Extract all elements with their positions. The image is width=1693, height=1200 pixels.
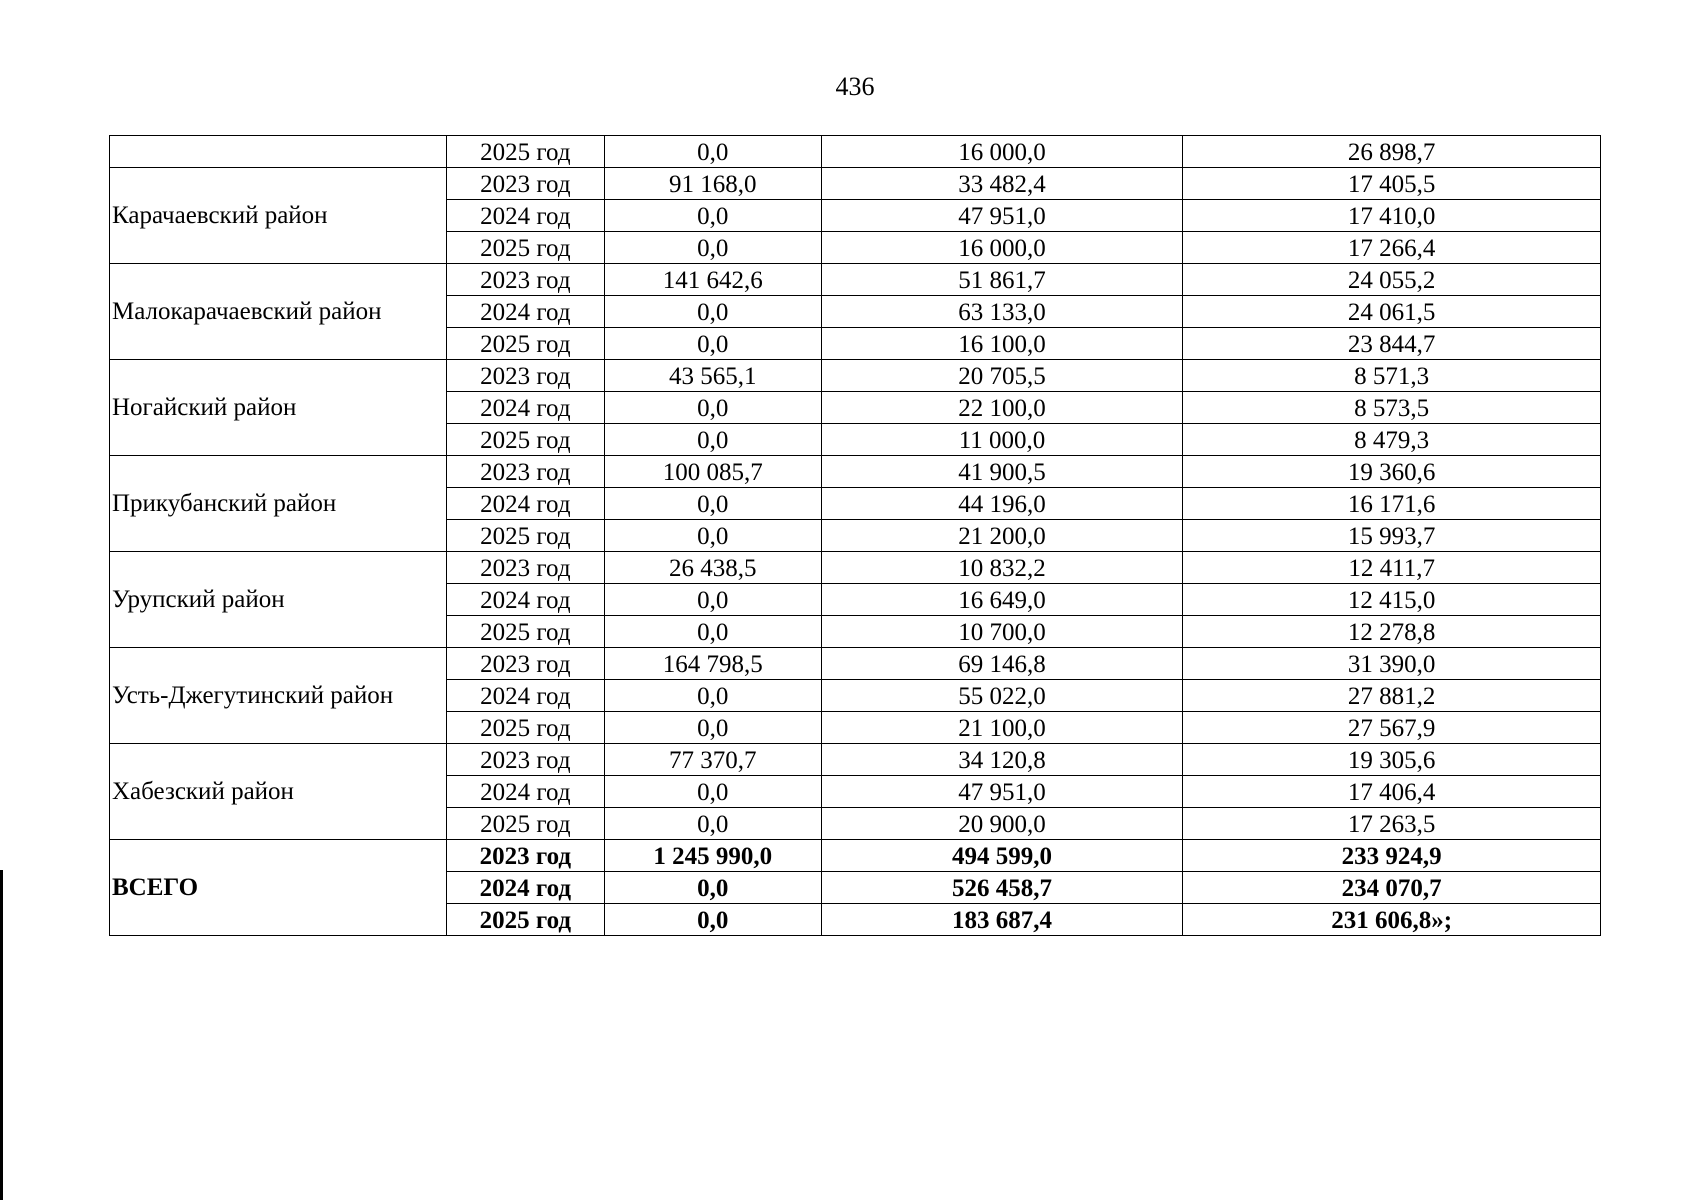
table-row [110, 360, 1601, 392]
table-row [110, 840, 1601, 872]
value-cell-1: 43 565,1 [604, 360, 821, 392]
value-cell-3: 8 479,3 [1183, 424, 1601, 456]
value-cell-1: 0,0 [604, 904, 821, 936]
value-cell-3: 24 055,2 [1183, 264, 1601, 296]
value-cell-1: 164 798,5 [604, 648, 821, 680]
district-name: Малокарачаевский район [110, 264, 447, 360]
value-cell-1: 0,0 [604, 328, 821, 360]
district-name: Урупский район [110, 552, 447, 648]
year-cell: 2023 год [446, 840, 604, 872]
value-cell-2: 33 482,4 [821, 168, 1183, 200]
value-cell-2: 21 200,0 [821, 520, 1183, 552]
year-cell: 2023 год [446, 552, 604, 584]
value-cell-1: 0,0 [604, 520, 821, 552]
value-cell-2: 10 832,2 [821, 552, 1183, 584]
year-cell: 2024 год [446, 872, 604, 904]
year-cell: 2025 год [446, 136, 604, 168]
table-row [110, 744, 1601, 776]
value-cell-2: 20 705,5 [821, 360, 1183, 392]
value-cell-2: 41 900,5 [821, 456, 1183, 488]
value-cell-2: 16 649,0 [821, 584, 1183, 616]
value-cell-2: 51 861,7 [821, 264, 1183, 296]
value-cell-1: 0,0 [604, 200, 821, 232]
value-cell-1: 0,0 [604, 808, 821, 840]
value-cell-3: 12 278,8 [1183, 616, 1601, 648]
value-cell-3: 17 266,4 [1183, 232, 1601, 264]
value-cell-1: 26 438,5 [604, 552, 821, 584]
district-name: Карачаевский район [110, 168, 447, 264]
district-name: Усть-Джегутинский район [110, 648, 447, 744]
year-cell: 2024 год [446, 296, 604, 328]
value-cell-3: 17 405,5 [1183, 168, 1601, 200]
table-row [110, 648, 1601, 680]
value-cell-2: 63 133,0 [821, 296, 1183, 328]
year-cell: 2025 год [446, 424, 604, 456]
value-cell-3: 234 070,7 [1183, 872, 1601, 904]
year-cell: 2023 год [446, 168, 604, 200]
year-cell: 2024 год [446, 488, 604, 520]
year-cell: 2024 год [446, 584, 604, 616]
value-cell-2: 11 000,0 [821, 424, 1183, 456]
value-cell-2: 44 196,0 [821, 488, 1183, 520]
year-cell: 2023 год [446, 456, 604, 488]
value-cell-3: 12 415,0 [1183, 584, 1601, 616]
year-cell: 2023 год [446, 648, 604, 680]
year-cell: 2023 год [446, 744, 604, 776]
value-cell-1: 0,0 [604, 616, 821, 648]
value-cell-1: 0,0 [604, 488, 821, 520]
value-cell-3: 12 411,7 [1183, 552, 1601, 584]
value-cell-3: 23 844,7 [1183, 328, 1601, 360]
table-row [110, 168, 1601, 200]
value-cell-2: 20 900,0 [821, 808, 1183, 840]
value-cell-2: 47 951,0 [821, 776, 1183, 808]
value-cell-3: 15 993,7 [1183, 520, 1601, 552]
value-cell-2: 69 146,8 [821, 648, 1183, 680]
value-cell-2: 21 100,0 [821, 712, 1183, 744]
year-cell: 2025 год [446, 712, 604, 744]
district-cell-empty [110, 136, 447, 168]
district-name: Хабезский район [110, 744, 447, 840]
year-cell: 2025 год [446, 328, 604, 360]
value-cell-2: 34 120,8 [821, 744, 1183, 776]
year-cell: 2024 год [446, 392, 604, 424]
budget-table [109, 135, 1601, 936]
total-label: ВСЕГО [110, 840, 447, 936]
value-cell-3: 16 171,6 [1183, 488, 1601, 520]
table-row [110, 456, 1601, 488]
value-cell-2: 10 700,0 [821, 616, 1183, 648]
value-cell-3: 17 410,0 [1183, 200, 1601, 232]
value-cell-3: 17 263,5 [1183, 808, 1601, 840]
value-cell-2: 47 951,0 [821, 200, 1183, 232]
table-row-lead [110, 136, 1601, 168]
value-cell-1: 0,0 [604, 296, 821, 328]
value-cell-3: 233 924,9 [1183, 840, 1601, 872]
year-cell: 2023 год [446, 264, 604, 296]
left-margin-rule [0, 870, 3, 1200]
value-cell-1: 77 370,7 [604, 744, 821, 776]
value-cell-1: 100 085,7 [604, 456, 821, 488]
value-cell-1: 0,0 [604, 680, 821, 712]
year-cell: 2023 год [446, 360, 604, 392]
value-cell-1: 141 642,6 [604, 264, 821, 296]
year-cell: 2024 год [446, 200, 604, 232]
value-cell-1: 0,0 [604, 424, 821, 456]
value-cell-1: 0,0 [604, 392, 821, 424]
value-cell-3: 19 305,6 [1183, 744, 1601, 776]
value-cell-2: 183 687,4 [821, 904, 1183, 936]
year-cell: 2024 год [446, 680, 604, 712]
value-cell-3: 27 567,9 [1183, 712, 1601, 744]
value-cell-1: 0,0 [604, 136, 821, 168]
table-row [110, 552, 1601, 584]
year-cell: 2025 год [446, 616, 604, 648]
value-cell-2: 16 000,0 [821, 232, 1183, 264]
district-name: Ногайский район [110, 360, 447, 456]
value-cell-2: 16 000,0 [821, 136, 1183, 168]
value-cell-3: 31 390,0 [1183, 648, 1601, 680]
value-cell-1: 91 168,0 [604, 168, 821, 200]
value-cell-3: 231 606,8»; [1183, 904, 1601, 936]
value-cell-3: 8 573,5 [1183, 392, 1601, 424]
district-name: Прикубанский район [110, 456, 447, 552]
year-cell: 2024 год [446, 776, 604, 808]
value-cell-3: 27 881,2 [1183, 680, 1601, 712]
value-cell-2: 526 458,7 [821, 872, 1183, 904]
value-cell-2: 22 100,0 [821, 392, 1183, 424]
year-cell: 2025 год [446, 904, 604, 936]
value-cell-1: 0,0 [604, 872, 821, 904]
budget-table-body [110, 136, 1601, 936]
value-cell-3: 24 061,5 [1183, 296, 1601, 328]
table-row [110, 264, 1601, 296]
year-cell: 2025 год [446, 232, 604, 264]
value-cell-3: 19 360,6 [1183, 456, 1601, 488]
value-cell-2: 16 100,0 [821, 328, 1183, 360]
value-cell-1: 0,0 [604, 584, 821, 616]
value-cell-1: 0,0 [604, 776, 821, 808]
value-cell-3: 17 406,4 [1183, 776, 1601, 808]
value-cell-2: 55 022,0 [821, 680, 1183, 712]
value-cell-1: 0,0 [604, 712, 821, 744]
value-cell-2: 494 599,0 [821, 840, 1183, 872]
year-cell: 2025 год [446, 808, 604, 840]
value-cell-1: 1 245 990,0 [604, 840, 821, 872]
value-cell-1: 0,0 [604, 232, 821, 264]
page-number: 436 [835, 72, 875, 101]
year-cell: 2025 год [446, 520, 604, 552]
value-cell-3: 8 571,3 [1183, 360, 1601, 392]
value-cell-3: 26 898,7 [1183, 136, 1601, 168]
